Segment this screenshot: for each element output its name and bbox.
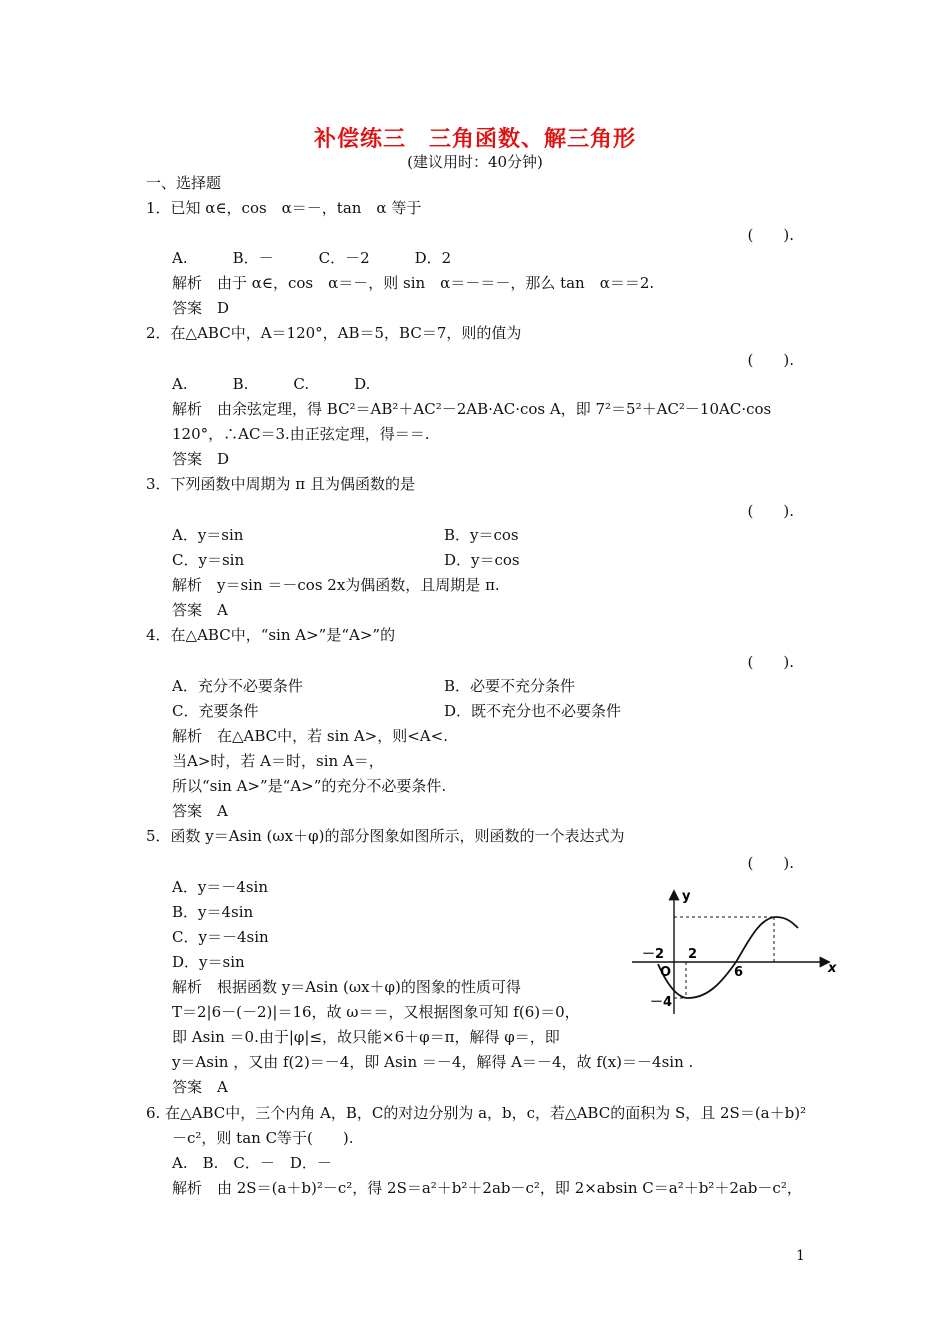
q4-answer: 答案 A	[172, 802, 228, 820]
q5-analysis-line4: y＝Asin ，又由 f(2)＝－4，即 Asin ＝－4，解得 A＝－4，故 f(x)＝－4sin .	[172, 1053, 694, 1071]
q5-analysis-line2: T＝2|6－(－2)|＝16，故 ω＝＝，又根据图象可知 f(6)＝0，	[172, 1003, 580, 1021]
q5-stem: 5．函数 y＝Asin (ωx＋φ)的部分图象如图所示，则函数的一个表达式为	[146, 827, 625, 845]
q3-option-d: D．y＝cos	[444, 551, 520, 569]
q1-answer-blank: ( ).	[747, 226, 794, 244]
q2-answer-blank: ( ).	[747, 351, 794, 369]
page-subtitle: (建议用时：40分钟)	[407, 153, 543, 171]
q1-analysis: 解析 由于 α∈，cos α＝－，则 sin α＝－＝－，那么 tan α＝＝2.	[172, 274, 655, 292]
section-heading: 一、选择题	[146, 174, 222, 192]
q5-answer: 答案 A	[172, 1078, 228, 1096]
q1-stem: 1．已知 α∈，cos α＝－，tan α 等于	[146, 199, 422, 217]
tick-2-label: 2	[688, 947, 698, 962]
q5-answer-blank: ( ).	[747, 854, 794, 872]
q5-analysis-line1: 解析 根据函数 y＝Asin (ωx＋φ)的图象的性质可得	[172, 978, 521, 996]
q4-option-d: D．既不充分也不必要条件	[444, 702, 622, 720]
q4-option-a: A．充分不必要条件	[172, 677, 303, 695]
q6-stem-line1: 6. 在△ABC中，三个内角 A，B，C的对边分别为 a，b，c，若△ABC的面积为 S，且 2S＝(a＋b)²	[146, 1104, 807, 1122]
page-title: 补偿练三 三角函数、解三角形	[313, 126, 636, 152]
q4-option-b: B．必要不充分条件	[444, 677, 576, 695]
q2-answer: 答案 D	[172, 450, 230, 468]
q1-options: A. B．－ C．－2 D．2	[172, 249, 452, 267]
page-number: 1	[796, 1248, 805, 1264]
sine-graph-figure	[630, 886, 842, 1018]
q5-option-a: A．y＝－4sin	[172, 878, 269, 896]
q4-stem: 4．在△ABC中，“sin A>”是“A>”的	[146, 626, 396, 644]
q3-answer: 答案 A	[172, 601, 228, 619]
tick-6-label: 6	[734, 965, 744, 980]
q2-options: A. B. C. D.	[172, 375, 371, 393]
q6-options: A. B. C．－ D．－	[172, 1154, 332, 1172]
q3-analysis: 解析 y＝sin ＝－cos 2x为偶函数，且周期是 π.	[172, 576, 500, 594]
y-axis-label: y	[682, 889, 691, 904]
q3-answer-blank: ( ).	[747, 502, 794, 520]
origin-label: O	[660, 965, 672, 980]
q4-analysis-line1: 解析 在△ABC中，若 sin A>，则<A<.	[172, 727, 448, 745]
sine-curve	[658, 917, 798, 998]
q4-answer-blank: ( ).	[747, 653, 794, 671]
q5-option-b: B．y＝4sin	[172, 903, 254, 921]
q2-analysis-line2: 120°，∴AC＝3.由正弦定理，得＝＝.	[172, 425, 430, 443]
q6-stem-line2: －c²，则 tan C等于( ).	[172, 1129, 354, 1147]
q2-stem: 2．在△ABC中，A＝120°，AB＝5，BC＝7，则的值为	[146, 324, 522, 342]
q3-option-c: C．y＝sin	[172, 551, 245, 569]
q3-option-a: A．y＝sin	[172, 526, 244, 544]
q6-analysis: 解析 由 2S＝(a＋b)²－c²，得 2S＝a²＋b²＋2ab－c²，即 2×absin C＝a²＋b²＋2ab－c²，	[172, 1179, 802, 1197]
q5-analysis-line3: 即 Asin ＝0.由于|φ|≤，故只能×6＋φ＝π，解得 φ＝，即	[172, 1028, 560, 1046]
q4-analysis-line3: 所以“sin A>”是“A>”的充分不必要条件.	[172, 777, 447, 795]
x-axis-label: x	[828, 961, 837, 976]
tick-neg4-label: －4	[650, 995, 673, 1010]
q5-option-d: D．y＝sin	[172, 953, 245, 971]
q4-option-c: C．充要条件	[172, 702, 259, 720]
q5-option-c: C．y＝－4sin	[172, 928, 269, 946]
tick-neg2-label: －2	[642, 947, 665, 962]
q2-analysis-line1: 解析 由余弦定理，得 BC²＝AB²＋AC²－2AB·AC·cos A，即 7²＝5²＋AC²－10AC·cos	[172, 400, 772, 418]
q3-option-b: B．y＝cos	[444, 526, 519, 544]
q3-stem: 3．下列函数中周期为 π 且为偶函数的是	[146, 475, 415, 493]
q4-analysis-line2: 当A>时，若 A＝时，sin A＝，	[172, 752, 384, 770]
q1-answer: 答案 D	[172, 299, 230, 317]
